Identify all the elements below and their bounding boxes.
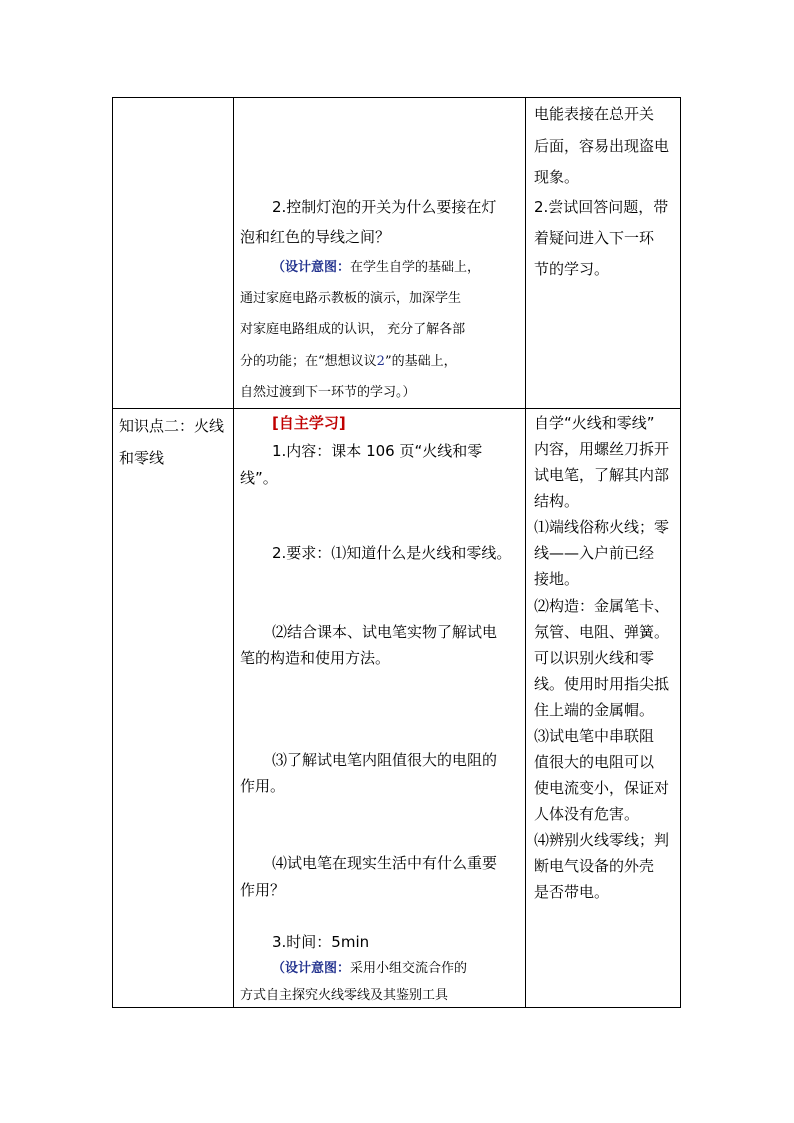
item-3-time: 3.时间：5min [272,933,370,951]
design-intent-2 [272,957,467,981]
knowledge-point-title-line1: 知识点二：火线 [119,417,225,435]
item-2b-line1: ⑵结合课本、试电笔实物了解试电 [272,623,498,641]
row1-right-line2: 后面，容易出现盗电 [534,137,670,155]
self-study-tag: [自主学习] [272,414,346,432]
design-intent-label: （设计意图： [272,961,351,976]
table-left-border [112,97,113,1008]
row2-right-line12: 住上端的金属帽。 [534,701,655,719]
row2-right-line11: 线。使用时用指尖抵 [534,675,670,693]
design-intent-label: （设计意图： [272,260,351,275]
row2-right-line7: 接地。 [534,570,580,588]
table-top-border [112,97,681,98]
design-intent-1-line3: 对家庭电路组成的认识， 充分了解各部 [240,322,466,337]
row2-right-line13: ⑶试电笔中串联阻 [534,727,655,745]
design-intent-1-line5: 自然过渡到下一环节的学习。） [240,385,416,400]
item-2d-line2: 作用？ [240,881,286,899]
row2-right-line8: ⑵构造：金属笔卡、 [534,597,670,615]
row2-right-line19: 是否带电。 [534,883,610,901]
row2-right-line6: 线——入户前已经 [534,544,655,562]
item-2c-line2: 作用。 [240,777,286,795]
row1-right-line3: 现象。 [534,168,580,186]
row2-right-line9: 氖管、电阻、弹簧。 [534,623,670,641]
item-2b-line2: 笔的构造和使用方法。 [240,649,391,667]
knowledge-point-title-line2: 和零线 [119,449,165,467]
design-intent-text: 在学生自学的基础上， [350,260,481,275]
row2-right-line4: 结构。 [534,492,580,510]
row2-right-line18: 断电气设备的外壳 [534,857,655,875]
row2-right-line16: 人体没有危害。 [534,805,640,823]
row2-right-line14: 值很大的电阻可以 [534,753,655,771]
row2-right-line17: ⑷辨别火线零线；判 [534,831,670,849]
item-2d-line1: ⑷试电笔在现实生活中有什么重要 [272,854,498,872]
item-1-line2: 线”。 [240,469,278,487]
row2-right-line5: ⑴端线俗称火线；零 [534,518,670,536]
row2-right-line10: 可以识别火线和零 [534,649,655,667]
row2-right-line15: 使电流变小，保证对 [534,779,670,797]
row1-right-line5: 着疑问进入下一环 [534,229,655,247]
row-divider [112,408,681,409]
design-intent-text: ”的基础上， [384,354,457,369]
design-intent-text: 分的功能；在“想想议议 [240,354,377,369]
row1-right-line4: 2.尝试回答问题，带 [534,198,669,216]
row2-right-line1: 自学“火线和零线” [534,414,655,432]
table-right-border [680,97,681,1008]
design-intent-1-line4 [240,350,457,374]
item-1-line1: 1.内容：课本 106 页“火线和零 [272,442,483,460]
row2-right-line2: 内容，用螺丝刀拆开 [534,440,670,458]
design-intent-2-line2: 方式自主探究火线零线及其鉴别工具 [240,988,449,1003]
row2-right-line3: 试电笔，了解其内部 [534,466,670,484]
row1-right-line1: 电能表接在总开关 [534,105,655,123]
design-intent-number: 2 [376,354,385,369]
design-intent-1-line2: 通过家庭电路示教板的演示，加深学生 [240,291,462,306]
design-intent-1 [272,256,480,280]
column-divider-2 [525,97,526,1008]
column-divider-1 [233,97,234,1008]
question-2-line2: 泡和红色的导线之间？ [240,228,391,246]
design-intent-text: 采用小组交流合作的 [350,961,468,976]
item-2c-line1: ⑶了解试电笔内阻值很大的电阻的 [272,751,498,769]
row1-right-line6: 节的学习。 [534,260,610,278]
question-2-line1: 2.控制灯泡的开关为什么要接在灯 [272,198,497,216]
item-2-requirement: 2.要求：⑴知道什么是火线和零线。 [272,544,512,562]
